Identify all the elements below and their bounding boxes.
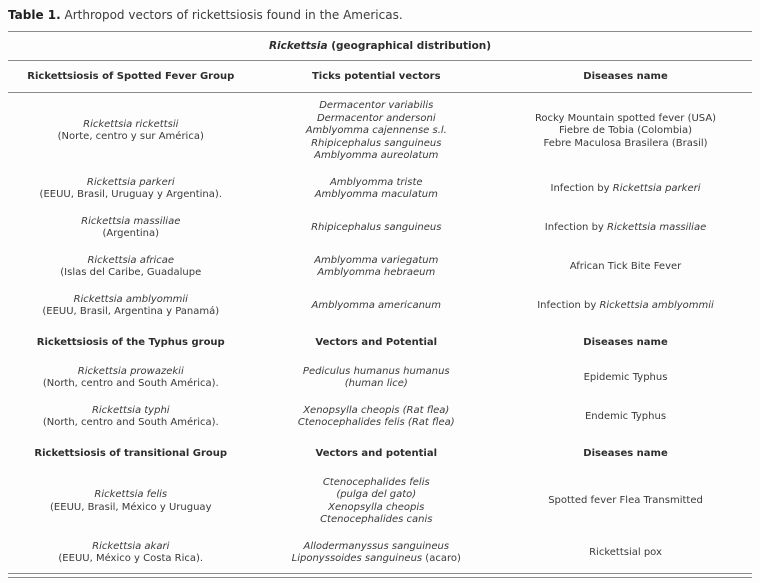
cell-line bbox=[258, 113, 496, 126]
cell-text: Epidemic Typhus bbox=[583, 371, 668, 383]
species-name-text: Rickettsia amblyommii bbox=[599, 299, 714, 311]
cell-line bbox=[258, 477, 496, 490]
cell-text: Rickettsial pox bbox=[589, 546, 662, 558]
species-name-text: Liponyssoides sanguineus bbox=[291, 553, 423, 564]
species-name-text: Rickettsia rickettsii bbox=[83, 118, 179, 130]
species-name-text: Amblyomma cajennense s.l. bbox=[305, 125, 447, 136]
cell-text: Infection by bbox=[537, 299, 600, 311]
species-name-text: (Rat flea) bbox=[399, 404, 450, 416]
cell-line bbox=[503, 372, 748, 385]
cell-line bbox=[503, 495, 748, 508]
section-header-cell: Diseases name bbox=[583, 447, 668, 459]
table-bottom-rule bbox=[8, 577, 752, 578]
section-header-cell: Rickettsiosis of the Typhus group bbox=[36, 336, 225, 348]
species-name-text: Rickettsia massiliae bbox=[607, 221, 707, 233]
cell-text: (North, centro and South América). bbox=[42, 417, 219, 428]
cell-line bbox=[12, 255, 250, 268]
cell-line bbox=[258, 138, 496, 151]
table-row bbox=[8, 359, 752, 398]
cell-text: Endemic Typhus bbox=[584, 410, 667, 422]
table-cell bbox=[8, 398, 254, 437]
table-cell bbox=[8, 359, 254, 398]
cell-line bbox=[503, 300, 748, 313]
species-name-text: Ctenocephalides canis bbox=[320, 514, 433, 525]
species-name-text: Amblyomma variegatum bbox=[314, 254, 439, 266]
cell-line bbox=[12, 177, 250, 190]
species-name-text: Dermacentor variabilis bbox=[319, 100, 434, 111]
cell-line bbox=[12, 294, 250, 307]
cell-line bbox=[503, 222, 748, 235]
cell-text: Rocky Mountain spotted fever (USA) bbox=[534, 112, 717, 124]
species-name-text: Amblyomma aureolatum bbox=[314, 150, 439, 161]
species-name-text: Dermacentor andersoni bbox=[316, 112, 436, 124]
cell-line bbox=[12, 267, 250, 280]
cell-line bbox=[258, 177, 496, 190]
cell-line bbox=[503, 183, 748, 196]
cell-line bbox=[12, 378, 250, 391]
table-cell bbox=[8, 170, 254, 209]
table-row bbox=[8, 209, 752, 248]
cell-text: Fiebre de Tobia (Colombia) bbox=[559, 125, 692, 136]
table-cell bbox=[254, 359, 500, 398]
table-cell bbox=[499, 93, 752, 170]
table-cell bbox=[8, 470, 254, 534]
cell-line bbox=[503, 261, 748, 274]
table-cell bbox=[8, 93, 254, 170]
cell-text: Infection by bbox=[544, 221, 608, 233]
table-row bbox=[8, 398, 752, 437]
cell-line bbox=[503, 547, 748, 560]
species-name-text: Ctenocephalides felis bbox=[297, 417, 405, 428]
cell-line bbox=[503, 113, 748, 126]
cell-text: (EEUU, Brasil, Uruguay y Argentina). bbox=[39, 189, 222, 200]
table-super-header bbox=[8, 32, 752, 61]
species-name-text: Allodermanyssus sanguineus bbox=[303, 540, 450, 552]
table-cell bbox=[254, 287, 500, 326]
cell-line bbox=[258, 189, 496, 202]
section-header-cell: Rickettsiosis of transitional Group bbox=[34, 447, 228, 459]
cell-text: African Tick Bite Fever bbox=[569, 260, 682, 272]
section-header-cell: Vectors and Potential bbox=[315, 336, 438, 348]
table-cell bbox=[8, 209, 254, 248]
cell-line bbox=[258, 514, 496, 527]
cell-line bbox=[503, 125, 748, 138]
species-name-text: Rickettsia typhi bbox=[91, 404, 170, 416]
table-cell bbox=[499, 359, 752, 398]
cell-line bbox=[258, 100, 496, 113]
cell-text: (acaro) bbox=[422, 553, 461, 564]
species-name-text: Amblyomma maculatum bbox=[314, 189, 438, 200]
species-name-text: Rickettsia felis bbox=[94, 489, 168, 500]
column-header: Diseases name bbox=[499, 61, 752, 93]
cell-line bbox=[258, 405, 496, 418]
cell-line bbox=[12, 489, 250, 502]
super-header-rest: (geographical distribution) bbox=[327, 40, 492, 52]
cell-line bbox=[12, 541, 250, 554]
species-name-text: Amblyomma americanum bbox=[311, 299, 442, 311]
species-name-text: Xenopsylla cheopis bbox=[303, 404, 400, 416]
cell-line bbox=[258, 541, 496, 554]
species-name-text: Rickettsia africae bbox=[87, 254, 175, 266]
species-name-text: Ctenocephalides felis bbox=[322, 476, 430, 488]
cell-line bbox=[12, 366, 250, 379]
table-cell bbox=[499, 470, 752, 534]
column-header: Rickettsiosis of Spotted Fever Group bbox=[8, 61, 254, 93]
species-name-text: (human lice) bbox=[344, 378, 408, 389]
table-caption-text: Arthropod vectors of rickettsiosis found in the Americas. bbox=[60, 8, 403, 22]
table-cell bbox=[254, 534, 500, 574]
table-cell bbox=[8, 248, 254, 287]
cell-line bbox=[503, 411, 748, 424]
table-row bbox=[8, 170, 752, 209]
cell-text: (Norte, centro y sur América) bbox=[57, 131, 204, 143]
table-body bbox=[8, 61, 752, 574]
column-header: Ticks potential vectors bbox=[254, 61, 500, 93]
table-row bbox=[8, 93, 752, 170]
cell-line bbox=[12, 306, 250, 319]
cell-line bbox=[258, 378, 496, 391]
cell-line bbox=[258, 553, 496, 566]
cell-line bbox=[258, 366, 496, 379]
cell-line bbox=[258, 489, 496, 502]
species-name-text: Xenopsylla cheopis bbox=[328, 501, 425, 513]
cell-line bbox=[258, 150, 496, 163]
table-cell bbox=[8, 534, 254, 574]
cell-line bbox=[12, 228, 250, 241]
table-cell bbox=[254, 398, 500, 437]
table-cell bbox=[499, 398, 752, 437]
cell-line bbox=[258, 417, 496, 430]
table-row bbox=[8, 248, 752, 287]
species-name-text: Rickettsia massiliae bbox=[81, 215, 181, 227]
section-header-cell: Vectors and potential bbox=[315, 447, 438, 459]
cell-line bbox=[258, 502, 496, 515]
table-cell bbox=[499, 170, 752, 209]
species-name-text: Pediculus humanus humanus bbox=[302, 365, 450, 377]
species-name-text: Rhipicephalus sanguineus bbox=[311, 137, 442, 149]
cell-line bbox=[12, 405, 250, 418]
cell-line bbox=[12, 502, 250, 515]
table-caption bbox=[8, 8, 752, 22]
cell-line bbox=[12, 417, 250, 430]
cell-line bbox=[12, 216, 250, 229]
cell-line bbox=[12, 189, 250, 202]
table-cell bbox=[499, 248, 752, 287]
species-name-text: Rickettsia parkeri bbox=[612, 182, 701, 194]
table-cell bbox=[254, 93, 500, 170]
cell-text: Febre Maculosa Brasilera (Brasil) bbox=[543, 137, 708, 149]
species-name-text: Amblyomma triste bbox=[329, 176, 423, 188]
cell-text: (North, centro and South América). bbox=[42, 378, 219, 389]
table-row bbox=[8, 534, 752, 574]
rickettsia-vectors-table bbox=[8, 31, 752, 574]
cell-line bbox=[12, 553, 250, 566]
table-cell bbox=[499, 287, 752, 326]
table-cell bbox=[499, 534, 752, 574]
section-header-cell: Diseases name bbox=[583, 336, 668, 348]
table-super-header-row bbox=[8, 32, 752, 61]
table-cell bbox=[254, 470, 500, 534]
section-header-row bbox=[8, 437, 752, 470]
cell-text: (EEUU, Brasil, Argentina y Panamá) bbox=[42, 306, 220, 317]
cell-line bbox=[258, 222, 496, 235]
super-header-genus: Rickettsia bbox=[268, 40, 328, 52]
cell-text: (Argentina) bbox=[102, 228, 160, 239]
species-name-text: Rickettsia prowazekii bbox=[77, 365, 184, 377]
section-header-row bbox=[8, 326, 752, 359]
cell-text: Infection by bbox=[550, 182, 613, 194]
table-row bbox=[8, 470, 752, 534]
table-cell bbox=[254, 248, 500, 287]
species-name-text: Rhipicephalus sanguineus bbox=[311, 221, 442, 233]
species-name-text: Rickettsia akari bbox=[92, 540, 170, 552]
cell-text: (EEUU, México y Costa Rica). bbox=[58, 553, 204, 564]
cell-line bbox=[258, 300, 496, 313]
cell-text: (EEUU, Brasil, México y Uruguay bbox=[50, 501, 212, 513]
cell-text: (Islas del Caribe, Guadalupe bbox=[60, 267, 202, 278]
cell-line bbox=[12, 131, 250, 144]
table-row bbox=[8, 287, 752, 326]
species-name-text: Rickettsia amblyommii bbox=[73, 293, 188, 305]
cell-line bbox=[12, 119, 250, 132]
cell-line bbox=[258, 255, 496, 268]
column-header-row bbox=[8, 61, 752, 93]
species-name-text: (pulga del gato) bbox=[336, 489, 417, 500]
species-name-text: (Rat flea) bbox=[404, 417, 455, 428]
cell-line bbox=[258, 125, 496, 138]
species-name-text: Rickettsia parkeri bbox=[86, 176, 175, 188]
cell-text: Spotted fever Flea Transmitted bbox=[548, 495, 703, 507]
cell-line bbox=[258, 267, 496, 280]
cell-line bbox=[503, 138, 748, 151]
table-cell bbox=[8, 287, 254, 326]
species-name-text: Amblyomma hebraeum bbox=[317, 267, 436, 278]
table-cell bbox=[254, 209, 500, 248]
table-cell bbox=[254, 170, 500, 209]
table-cell bbox=[499, 209, 752, 248]
table-caption-label: Table 1. bbox=[8, 8, 61, 22]
